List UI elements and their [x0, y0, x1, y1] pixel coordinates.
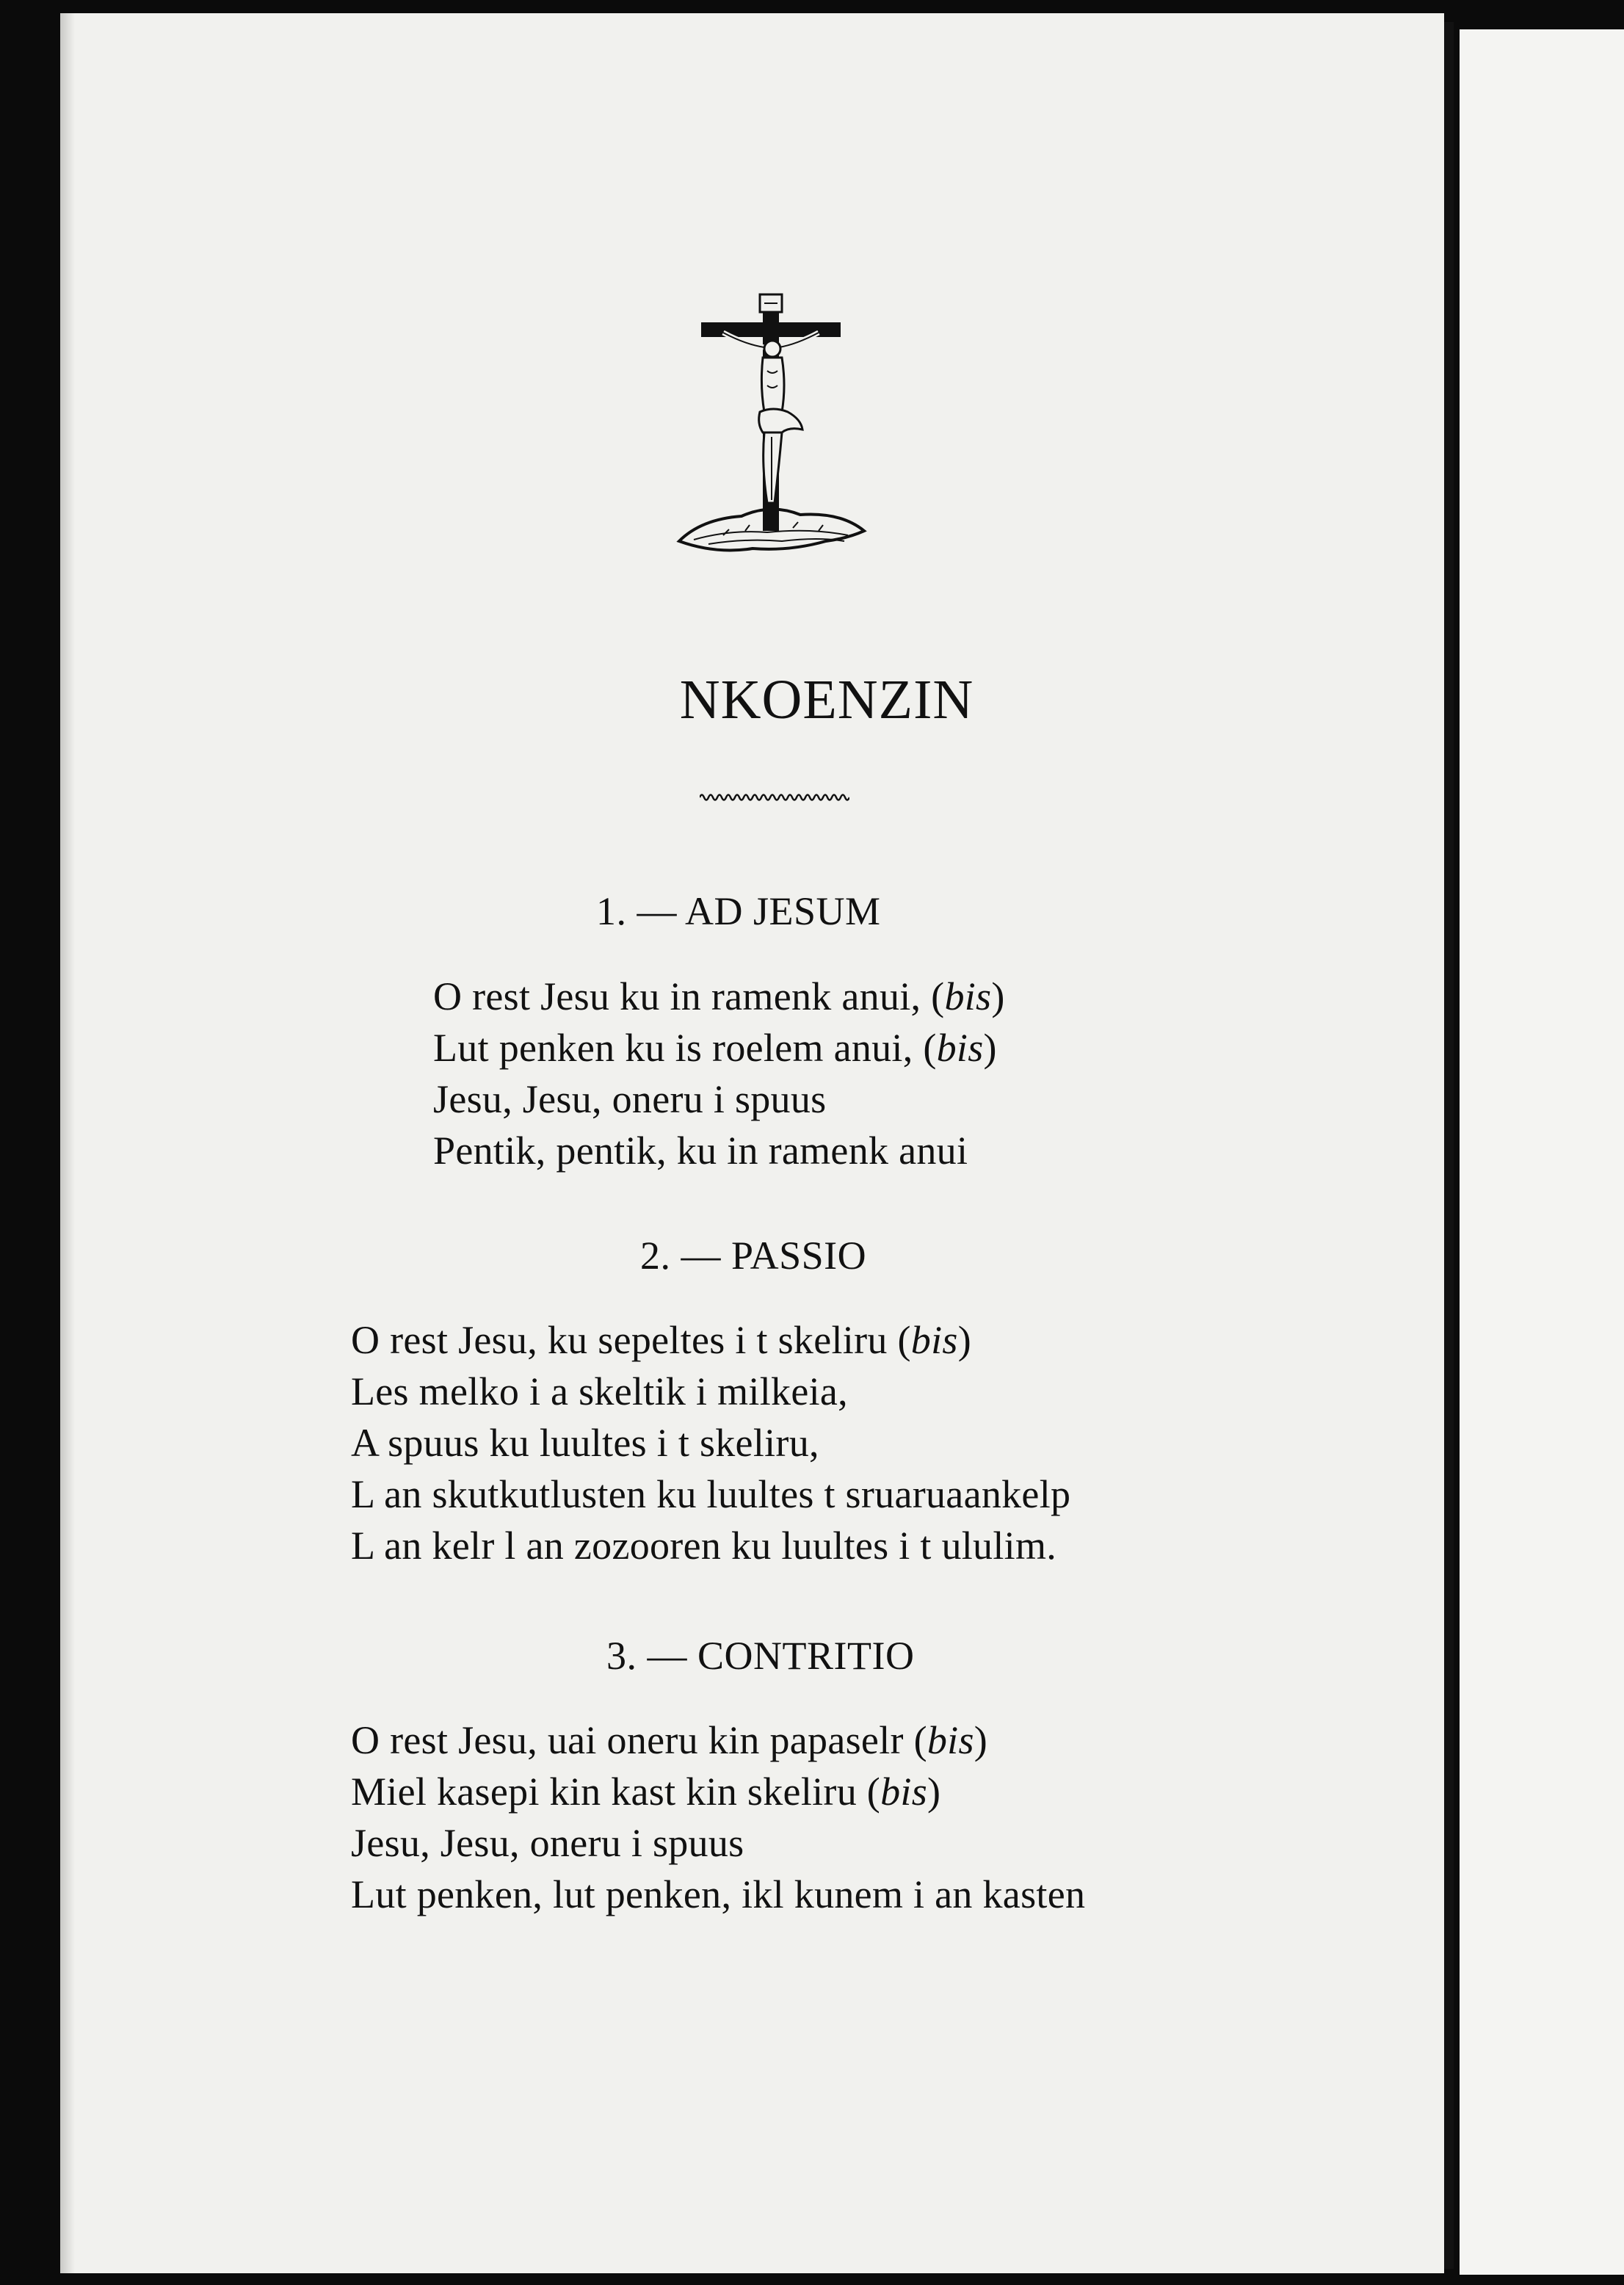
verse-line: [351, 1869, 1085, 1920]
verse-text: ): [983, 1026, 997, 1070]
verse-text: Lut penken ku is roelem anui, (: [433, 1026, 937, 1070]
verse-refrain-mark: bis: [910, 1318, 958, 1362]
verse-line: [433, 1125, 1005, 1176]
verse-text: O rest Jesu, uai oneru kin papaselr (: [351, 1718, 927, 1762]
section-heading: 1. — AD JESUM: [596, 889, 881, 933]
adjacent-page-edge: [1460, 29, 1624, 2285]
verse-block: [351, 1314, 1070, 1571]
verse-line: [351, 1366, 1070, 1417]
verse-refrain-mark: bis: [944, 974, 992, 1018]
crucifix-icon: [672, 283, 870, 562]
verse-refrain-mark: bis: [936, 1026, 984, 1070]
page-edge-shadow: [60, 13, 75, 2273]
verse-line: [351, 1817, 1085, 1869]
section-heading: 3. — CONTRITIO: [606, 1634, 915, 1678]
verse-line: [351, 1469, 1070, 1520]
verse-text: Jesu, Jesu, oneru i spuus: [351, 1821, 744, 1865]
verse-block: [433, 971, 1005, 1176]
verse-text: ): [991, 974, 1005, 1018]
page-title: NKOENZIN: [679, 669, 974, 731]
verse-text: ): [927, 1770, 941, 1814]
verse-text: ): [957, 1318, 971, 1362]
verse-refrain-mark: bis: [927, 1718, 974, 1762]
verse-text: Les melko i a skeltik i milkeia,: [351, 1369, 848, 1413]
verse-line: [351, 1520, 1070, 1571]
verse-text: Pentik, pentik, ku in ramenk anui: [433, 1129, 968, 1173]
verse-refrain-mark: bis: [880, 1770, 928, 1814]
verse-text: L an skutkutlusten ku luultes t sruaruaankelp: [351, 1472, 1071, 1516]
verse-text: L an kelr l an zozooren ku luultes i t ululim.: [351, 1524, 1057, 1568]
verse-line: [433, 971, 1005, 1022]
verse-line: [351, 1766, 1085, 1817]
verse-text: O rest Jesu, ku sepeltes i t skeliru (: [351, 1318, 911, 1362]
verse-text: Jesu, Jesu, oneru i spuus: [433, 1077, 827, 1121]
verse-text: O rest Jesu ku in ramenk anui, (: [433, 974, 945, 1018]
wavy-rule-icon: [700, 790, 849, 805]
verse-text: A spuus ku luultes i t skeliru,: [351, 1421, 819, 1465]
verse-text: ): [974, 1718, 988, 1762]
section-heading: 2. — PASSIO: [640, 1234, 867, 1278]
verse-line: [433, 1073, 1005, 1125]
verse-line: [433, 1022, 1005, 1073]
scan-bottom-border: [0, 2275, 1624, 2285]
verse-block: [351, 1714, 1085, 1920]
verse-text: Miel kasepi kin kast kin skeliru (: [351, 1770, 881, 1814]
verse-line: [351, 1417, 1070, 1469]
verse-text: Lut penken, lut penken, ikl kunem i an kasten: [351, 1872, 1086, 1916]
verse-line: [351, 1714, 1085, 1766]
verse-line: [351, 1314, 1070, 1366]
